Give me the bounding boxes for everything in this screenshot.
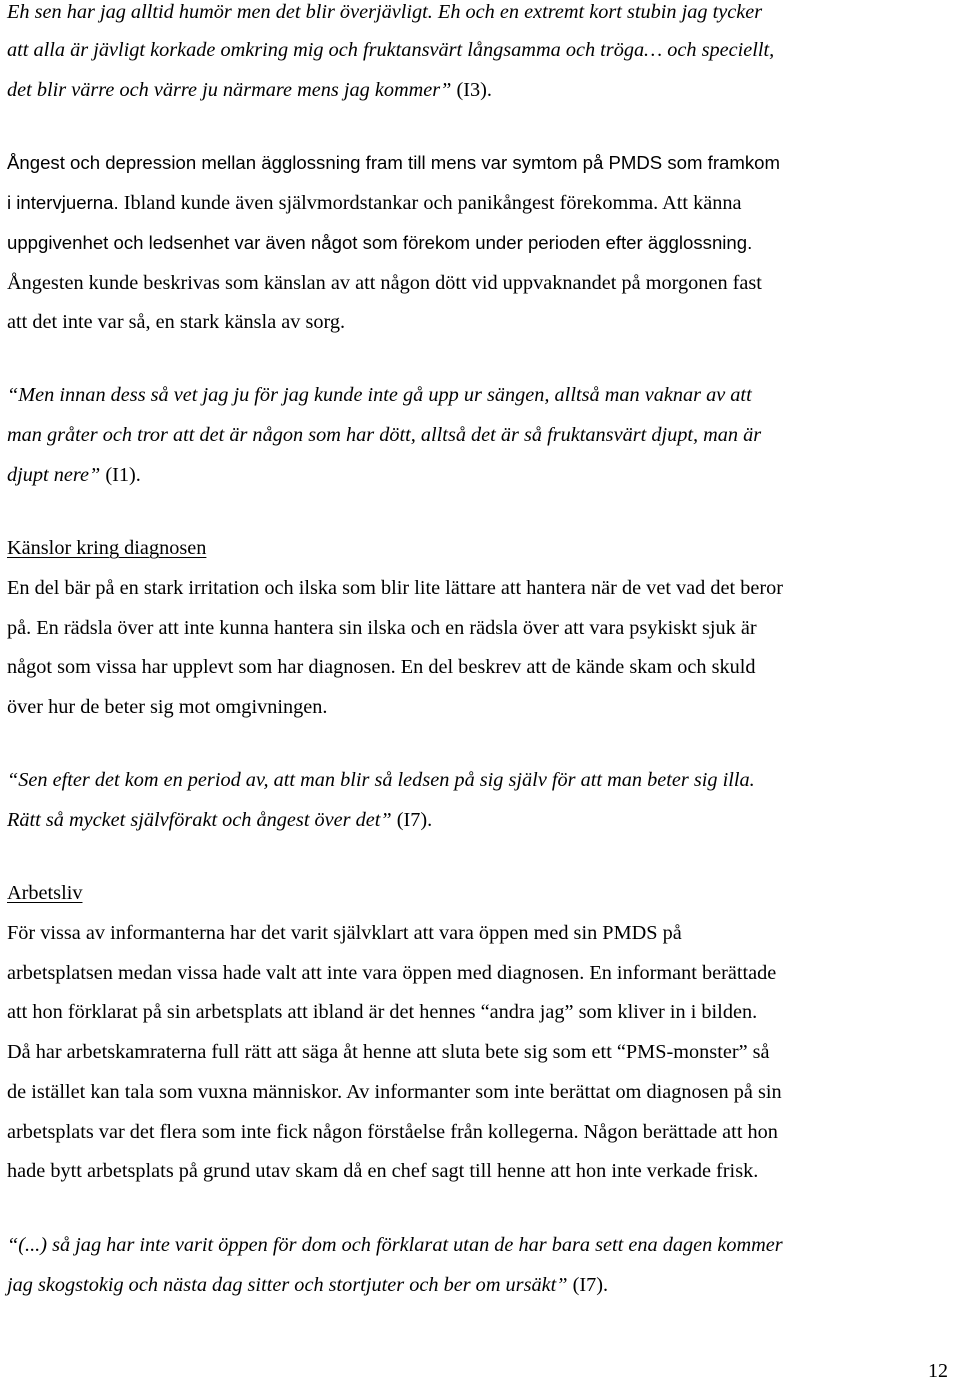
diagnosis-line-2: på. En rädsla över att inte kunna hantera sin ilska och en rädsla över att vara psykiskt sjuk är <box>7 617 757 639</box>
quote-i7a-line-2 <box>7 808 432 832</box>
quote-i3-line-1: Eh sen har jag alltid humör men det blir överjävligt. Eh och en extremt kort stubin jag tycker <box>7 1 763 23</box>
work-line-2: arbetsplatsen medan vissa hade valt att inte vara öppen med diagnosen. En informant berättade <box>7 962 777 984</box>
quote-i3-line-2: att alla är jävligt korkade omkring mig och fruktansvärt långsamma och tröga… och speciellt, <box>7 39 775 61</box>
work-line-1: För vissa av informanterna har det varit självklart att vara öppen med sin PMDS på <box>7 922 682 944</box>
anxiety-line-3: uppgivenhet och ledsenhet var även något som förekom under perioden efter ägglossning. <box>7 232 753 253</box>
anxiety-line-2-end: Att känna <box>662 192 742 214</box>
quote-i1-line-1: “Men innan dess så vet jag ju för jag kunde inte gå upp ur sängen, alltså man vaknar av att <box>7 384 752 406</box>
anxiety-line-1: Ångest och depression mellan ägglossning fram till mens var symtom på PMDS som framkom <box>7 152 780 173</box>
anxiety-line-2-rest: Ibland kunde även självmordstankar och panikångest förekomma. <box>118 192 659 214</box>
diagnosis-line-4: över hur de beter sig mot omgivningen. <box>7 696 328 718</box>
quote-i1-reference: (I1). <box>100 464 141 486</box>
diagnosis-line-1: En del bär på en stark irritation och ilska som blir lite lättare att hantera när de vet vad det beror <box>7 577 784 599</box>
quote-i7b-line-2 <box>7 1273 608 1297</box>
anxiety-line-5: att det inte var så, en stark känsla av sorg. <box>7 311 346 333</box>
quote-i3-line-3 <box>7 78 492 102</box>
work-line-7: hade bytt arbetsplats på grund utav skam då en chef sagt till henne att hon inte verkade frisk. <box>7 1160 759 1182</box>
quote-i7b-line-1: “(...) så jag har inte varit öppen för dom och förklarat utan de har bara sett ena dagen kommer <box>7 1234 783 1256</box>
quote-i3-reference: (I3). <box>451 79 492 101</box>
anxiety-line-2-start: i intervjuerna. <box>7 192 119 213</box>
anxiety-line-4: Ångesten kunde beskrivas som känslan av att någon dött vid uppvaknandet på morgonen fast <box>7 272 762 294</box>
quote-i7b-reference: (I7). <box>567 1274 609 1296</box>
work-line-5: de istället kan tala som vuxna människor. Av informanter som inte berättat om diagnosen på sin <box>7 1081 782 1103</box>
page-number: 12 <box>928 1360 948 1382</box>
quote-i7a-reference: (I7). <box>391 809 433 831</box>
quote-i1-text: djupt nere” <box>7 464 101 486</box>
work-line-3: att hon förklarat på sin arbetsplats att ibland är det hennes “andra jag” som kliver in i bilden. <box>7 1001 758 1023</box>
quote-i1-line-3 <box>7 463 141 487</box>
quote-i1-line-2: man gråter och tror att det är någon som har dött, alltså det är så fruktansvärt djupt, man är <box>7 424 762 446</box>
quote-i7b-text: jag skogstokig och nästa dag sitter och stortjuter och ber om ursäkt” <box>7 1274 568 1296</box>
anxiety-line-2 <box>7 191 742 215</box>
quote-i3-text: det blir värre och värre ju närmare mens jag kommer” <box>7 79 452 101</box>
work-line-4: Då har arbetskamraterna full rätt att säga åt henne att sluta bete sig som ett “PMS-monster” så <box>7 1041 770 1063</box>
diagnosis-line-3: något som vissa har upplevt som har diagnosen. En del beskrev att de kände skam och skuld <box>7 656 756 678</box>
quote-i7a-line-1: “Sen efter det kom en period av, att man blir så ledsen på sig själv för att man beter sig illa. <box>7 769 755 791</box>
work-line-6: arbetsplats var det flera som inte fick någon förståelse från kollegerna. Någon berättade att hon <box>7 1121 778 1143</box>
heading-work: Arbetsliv <box>7 882 83 904</box>
quote-i7a-text: Rätt så mycket självförakt och ångest över det” <box>7 809 392 831</box>
heading-diagnosis: Känslor kring diagnosen <box>7 537 207 559</box>
